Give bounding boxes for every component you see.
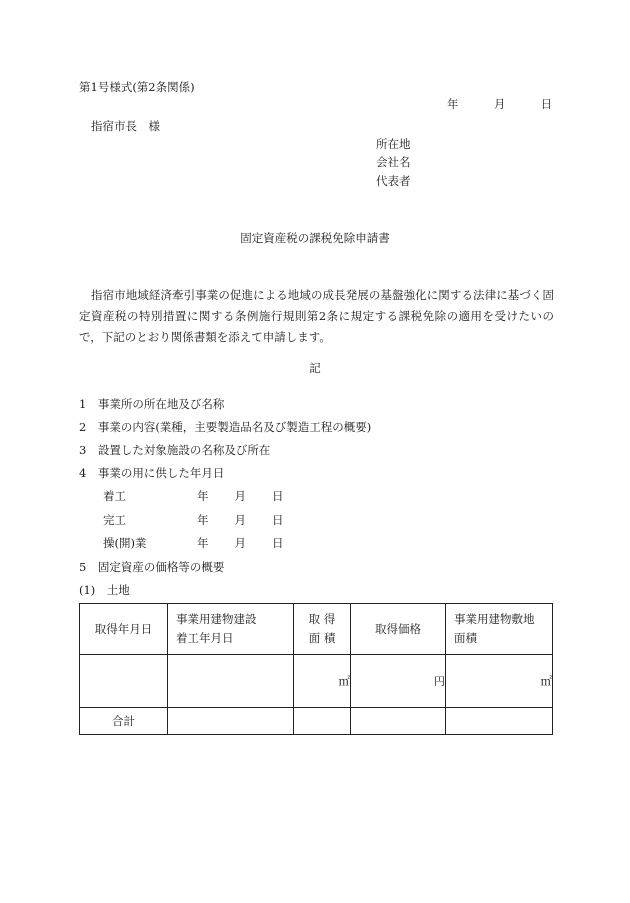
cell-site-area[interactable]	[446, 655, 553, 708]
body-text: 指宿市地域経済牽引事業の促進による地域の成長発展の基盤強化に関する法律に基づく固定資産税の特別措置に関する条例施行規則第2条に規定する課税免除の適用を受けたいので，下記のとおり関係書類を添えて申請します。	[79, 288, 554, 344]
applicant-company-label: 会社名	[376, 155, 411, 169]
cell-construction-start[interactable]	[168, 655, 294, 708]
total-label: 合計	[80, 708, 168, 735]
schedule-label-start: 着工	[103, 489, 126, 503]
date-day: 日	[540, 97, 553, 111]
cell-acquisition-price[interactable]	[351, 655, 446, 708]
schedule-date-complete: 年 月 日	[197, 513, 284, 527]
date-month: 月	[493, 97, 506, 111]
cell-acquisition-date[interactable]	[80, 655, 168, 708]
ki-heading: 記	[309, 361, 321, 375]
header-site-area: 事業用建物敷地 面積	[446, 604, 553, 655]
total-cell[interactable]	[168, 708, 294, 735]
land-table	[79, 603, 553, 735]
form-number: 第1号様式(第2条関係)	[79, 80, 195, 94]
unit-yen: 円	[434, 674, 445, 688]
header-acquired-area: 取 得 面 積	[294, 604, 351, 655]
applicant-location-label: 所在地	[376, 137, 411, 151]
item-4: 4 事業の用に供した年月日	[79, 466, 225, 480]
schedule-date-start: 年 月 日	[197, 489, 284, 503]
application-date	[447, 99, 552, 111]
header-construction-start: 事業用建物建設 着工年月日	[168, 604, 294, 655]
total-cell[interactable]	[294, 708, 351, 735]
header-acquisition-date: 取得年月日	[80, 604, 168, 655]
total-cell[interactable]	[351, 708, 446, 735]
unit-sqm: ㎡	[540, 673, 552, 688]
date-year: 年	[447, 97, 459, 111]
item-3: 3 設置した対象施設の名称及び所在	[79, 443, 271, 457]
addressee: 指宿市長 様	[91, 119, 160, 133]
item-2: 2 事業の内容(業種，主要製造品名及び製造工程の概要)	[79, 420, 372, 434]
document-title: 固定資産税の課税免除申請書	[240, 231, 390, 245]
table-total-row	[80, 708, 553, 735]
applicant-representative-label: 代表者	[376, 174, 411, 188]
schedule-label-operation: 操(開)業	[103, 536, 147, 550]
total-cell[interactable]	[446, 708, 553, 735]
schedule-label-complete: 完工	[103, 513, 126, 527]
unit-sqm: ㎡	[338, 673, 350, 688]
table-row	[80, 655, 553, 708]
cell-acquired-area[interactable]	[294, 655, 351, 708]
item-1: 1 事業所の所在地及び名称	[79, 397, 225, 411]
header-acquisition-price: 取得価格	[351, 604, 446, 655]
schedule-date-operation: 年 月 日	[197, 536, 284, 550]
item-5: 5 固定資産の価格等の概要	[79, 560, 225, 574]
land-table-header	[80, 604, 553, 655]
sub-item-land: (1) 土地	[79, 583, 130, 597]
